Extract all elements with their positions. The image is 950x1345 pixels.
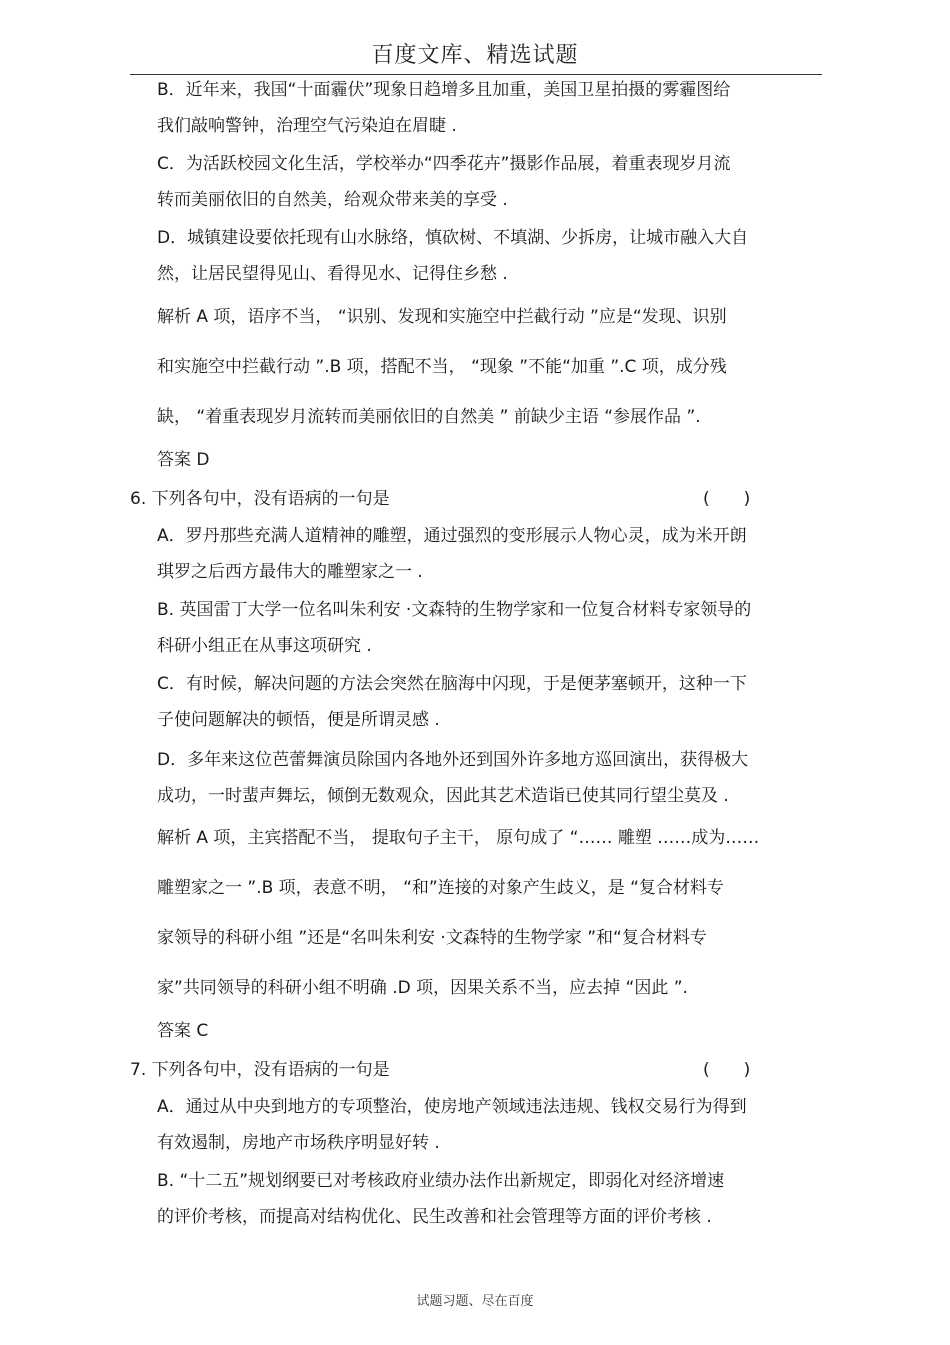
- analysis-line-3: 缺， “着重表现岁月流转而美丽依旧的自然美 ” 前缺少主语 “参展作品 ”.: [157, 407, 701, 427]
- analysis-line-1: 解析 A 项，主宾搭配不当， 提取句子主干， 原句成了 “…… 雕塑 ……成为……: [157, 828, 760, 848]
- analysis-line-2: 雕塑家之一 ”.B 项，表意不明， “和”连接的对象产生歧义，是 “复合材料专: [157, 878, 724, 898]
- answer-line: 答案 C: [157, 1021, 209, 1041]
- option-c-line-2: 子使问题解决的顿悟，便是所谓灵感 .: [157, 710, 440, 730]
- option-a-line-2: 琪罗之后西方最伟大的雕塑家之一 .: [157, 562, 423, 582]
- option-d-line-1: D．多年来这位芭蕾舞演员除国内各地外还到国外许多地方巡回演出，获得极大: [157, 750, 749, 770]
- option-b-line-1: B. “十二五”规划纲要已对考核政府业绩办法作出新规定，即弱化对经济增速: [157, 1171, 725, 1191]
- option-a-line-1: A．通过从中央到地方的专项整治，使房地产领域违法违规、钱权交易行为得到: [157, 1097, 747, 1117]
- option-d-line-1: D．城镇建设要依托现有山水脉络，慎砍树、不填湖、少拆房，让城市融入大自: [157, 228, 749, 248]
- option-a-line-1: A．罗丹那些充满人道精神的雕塑，通过强烈的变形展示人物心灵，成为米开朗: [157, 526, 747, 546]
- analysis-line-1: 解析 A 项，语序不当， “识别、发现和实施空中拦截行动 ”应是“发现、识别: [157, 307, 727, 327]
- option-b-line-2: 的评价考核，而提高对结构优化、民生改善和社会管理等方面的评价考核 .: [157, 1207, 712, 1227]
- question-6-stem: 6. 下列各句中，没有语病的一句是: [130, 489, 390, 509]
- header-divider: [130, 74, 822, 75]
- option-b-line-1: B．近年来，我国“十面霾伏”现象日趋增多且加重，美国卫星拍摄的雾霾图给: [157, 80, 731, 100]
- option-d-line-2: 然，让居民望得见山、看得见水、记得住乡愁 .: [157, 264, 508, 284]
- option-c-line-2: 转而美丽依旧的自然美，给观众带来美的享受 .: [157, 190, 508, 210]
- answer-blank: ( ): [703, 489, 751, 509]
- option-d-line-2: 成功，一时蜚声舞坛，倾倒无数观众，因此其艺术造诣已使其同行望尘莫及 .: [157, 786, 729, 806]
- answer-blank: ( ): [703, 1060, 751, 1080]
- page-header-title: 百度文库、精选试题: [371, 43, 579, 68]
- answer-line: 答案 D: [157, 450, 210, 470]
- analysis-line-3: 家领导的科研小组 ”还是“名叫朱利安 ·文森特的生物学家 ”和“复合材料专: [157, 928, 707, 948]
- page-footer: 试题习题、尽在百度: [416, 1294, 534, 1309]
- question-7-stem: 7. 下列各句中，没有语病的一句是: [130, 1060, 390, 1080]
- option-b-line-2: 科研小组正在从事这项研究 .: [157, 636, 372, 656]
- analysis-line-4: 家”共同领导的科研小组不明确 .D 项，因果关系不当，应去掉 “因此 ”.: [157, 978, 688, 998]
- option-b-line-1: B. 英国雷丁大学一位名叫朱利安 ·文森特的生物学家和一位复合材料专家领导的: [157, 600, 752, 620]
- option-a-line-2: 有效遏制，房地产市场秩序明显好转 .: [157, 1133, 440, 1153]
- analysis-line-2: 和实施空中拦截行动 ”.B 项，搭配不当， “现象 ”不能“加重 ”.C 项，成分残: [157, 357, 727, 377]
- option-b-line-2: 我们敲响警钟，治理空气污染迫在眉睫 .: [157, 116, 457, 136]
- option-c-line-1: C．有时候，解决问题的方法会突然在脑海中闪现，于是便茅塞顿开，这种一下: [157, 674, 747, 694]
- option-c-line-1: C．为活跃校园文化生活，学校举办“四季花卉”摄影作品展，着重表现岁月流: [157, 154, 731, 174]
